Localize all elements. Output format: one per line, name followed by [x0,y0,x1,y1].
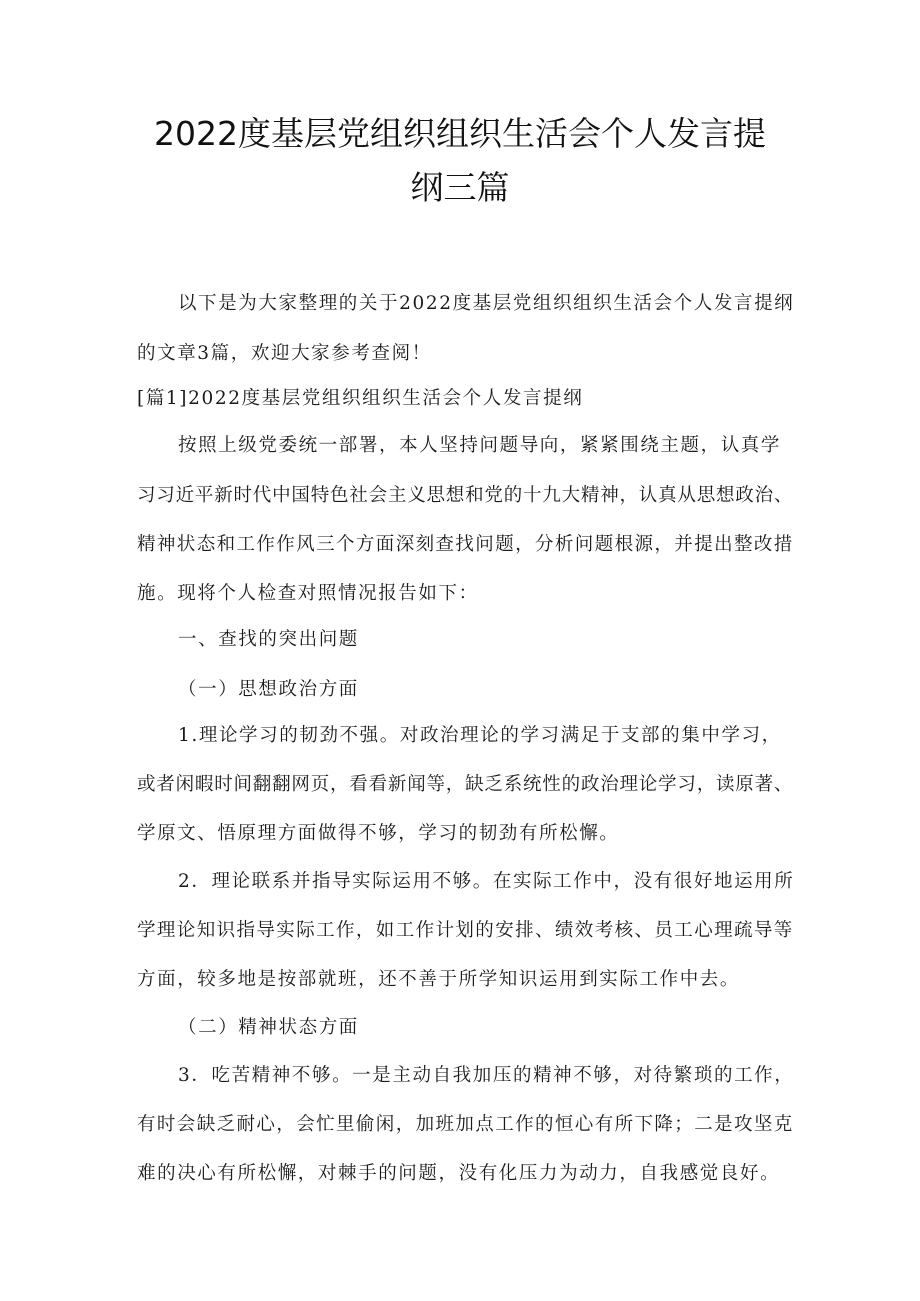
article-heading: [篇1]2022度基层党组织组织生活会个人发言提纲 [137,388,584,409]
intro-line-2: 的文章3篇，欢迎大家参考查阅！ [137,343,432,364]
paragraph-1-line-2: 习习近平新时代中国特色社会主义思想和党的十九大精神，认真从思想政治、 [137,485,794,506]
item-1-line-1: 1.理论学习的韧劲不强。对政治理论的学习满足于支部的集中学习， [178,725,782,746]
section-heading-1: 一、查找的突出问题 [178,629,359,650]
paragraph-1-line-1: 按照上级党委统一部署，本人坚持问题导向，紧紧围绕主题，认真学 [178,435,782,456]
item-3-line-1: 3．吃苦精神不够。一是主动自我加压的精神不够，对待繁琐的工作， [178,1065,795,1086]
item-2-line-1: 2．理论联系并指导实际运用不够。在实际工作中，没有很好地运用所 [178,871,795,892]
document-title-line-2: 纲三篇 [410,168,510,207]
subsection-heading-1: （一）思想政治方面 [178,679,359,700]
item-2-line-3: 方面，较多地是按部就班，还不善于所学知识运用到实际工作中去。 [137,969,741,990]
item-2-line-2: 学理论知识指导实际工作，如工作计划的安排、绩效考核、员工心理疏导等 [137,920,794,941]
paragraph-1-line-3: 精神状态和工作作风三个方面深刻查找问题，分析问题根源，并提出整改措 [137,534,794,555]
subsection-heading-2: （二）精神状态方面 [178,1017,359,1038]
intro-line-1: 以下是为大家整理的关于2022度基层党组织组织生活会个人发言提纲 [178,293,795,314]
item-1-line-3: 学原文、悟原理方面做得不够，学习的韧劲有所松懈。 [137,823,620,844]
item-3-line-2: 有时会缺乏耐心，会忙里偷闲，加班加点工作的恒心有所下降；二是攻坚克 [137,1114,794,1135]
item-1-line-2: 或者闲暇时间翻翻网页，看看新闻等，缺乏系统性的政治理论学习，读原著、 [137,774,794,795]
document-title-line-1: 2022度基层党组织组织生活会个人发言提 [154,114,766,153]
item-3-line-3: 难的决心有所松懈，对棘手的问题，没有化压力为动力，自我感觉良好。 [137,1163,781,1184]
paragraph-1-line-4: 施。现将个人检查对照情况报告如下： [137,583,479,604]
